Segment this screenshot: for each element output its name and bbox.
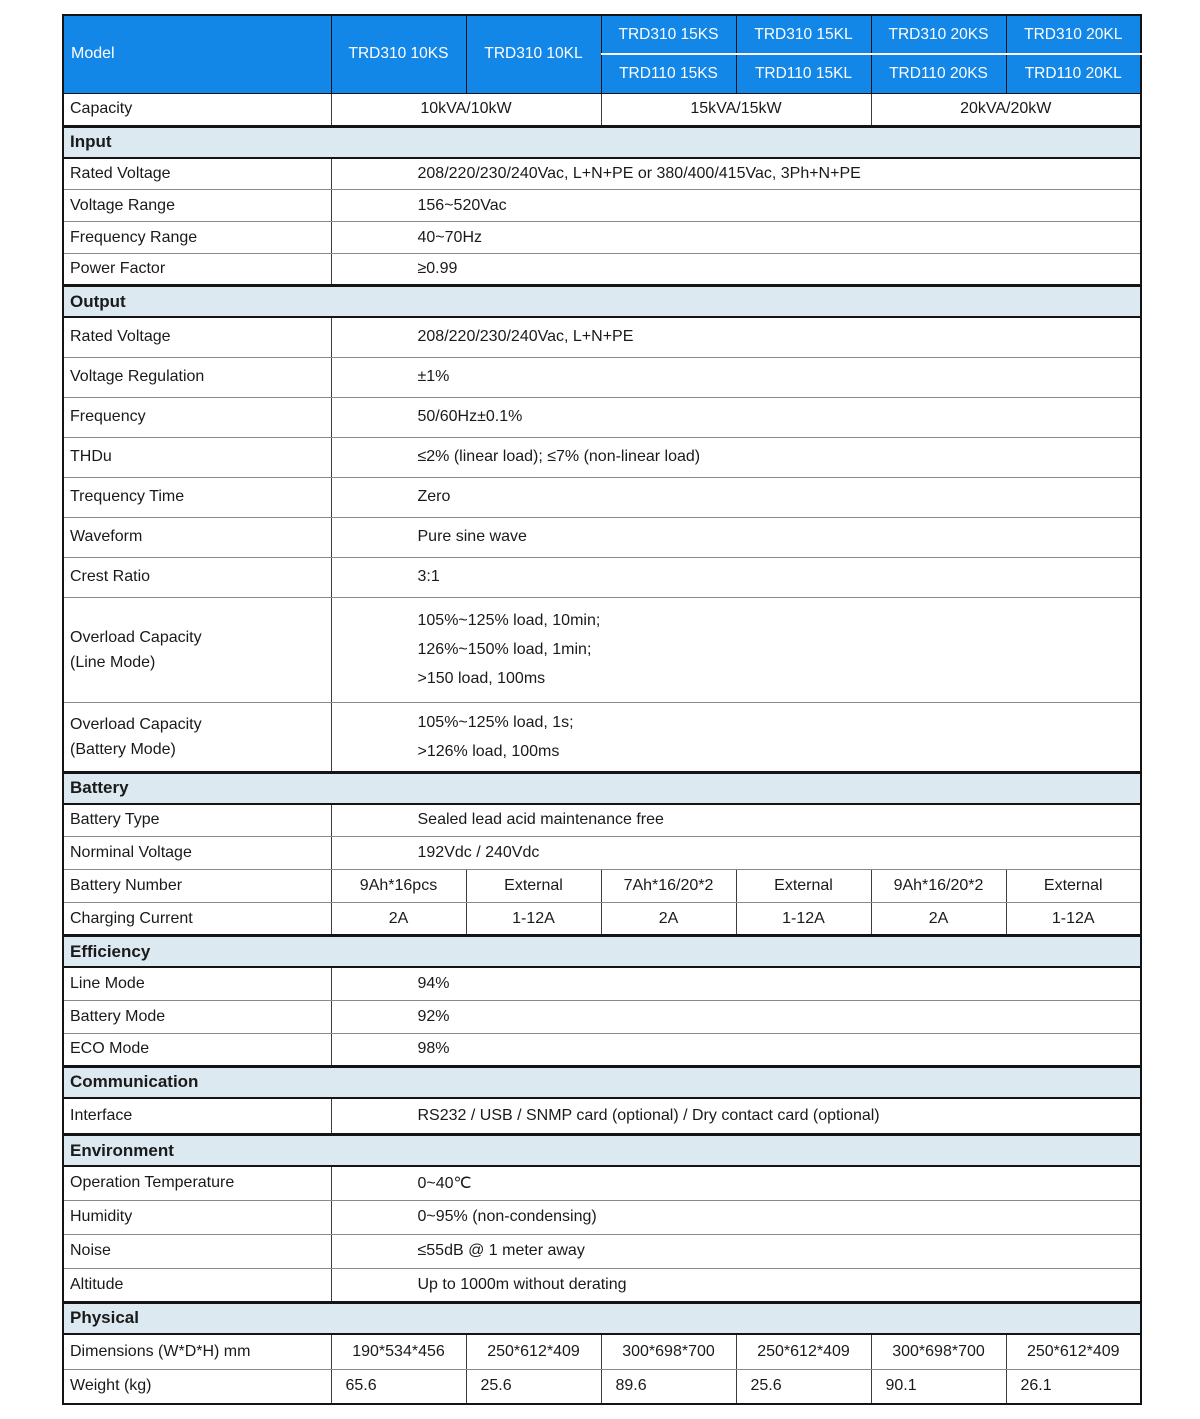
row-value: ≥0.99 — [331, 254, 1141, 286]
row-value: Pure sine wave — [331, 517, 1141, 557]
row-label: Charging Current — [63, 903, 331, 936]
model-name-cell: TRD110 20KL — [1006, 54, 1141, 93]
capacity-value: 15kVA/15kW — [601, 93, 871, 126]
spec-row — [63, 517, 1141, 557]
row-label: Trequency Time — [63, 477, 331, 517]
row-label: Capacity — [63, 93, 331, 126]
row-label: Interface — [63, 1098, 331, 1135]
row-value: 156~520Vac — [331, 190, 1141, 222]
section-title: Battery — [63, 772, 1141, 804]
row-label: Power Factor — [63, 254, 331, 286]
row-value: Sealed lead acid maintenance free — [331, 804, 1141, 837]
row-label: Noise — [63, 1234, 331, 1268]
row-label: ECO Mode — [63, 1033, 331, 1066]
model-name-cell: TRD310 10KL — [466, 15, 601, 93]
spec-row — [63, 357, 1141, 397]
row-label: Norminal Voltage — [63, 837, 331, 870]
row-value — [331, 702, 1141, 772]
spec-row-battery-number — [63, 870, 1141, 903]
capacity-value: 20kVA/20kW — [871, 93, 1141, 126]
row-label — [63, 702, 331, 772]
row-value: 208/220/230/240Vac, L+N+PE or 380/400/415Vac, 3Ph+N+PE — [331, 158, 1141, 190]
model-name-cell: TRD310 20KL — [1006, 15, 1141, 54]
cell-value: 1-12A — [466, 903, 601, 936]
model-name-cell: TRD110 15KS — [601, 54, 736, 93]
row-value: 192Vdc / 240Vdc — [331, 837, 1141, 870]
row-label-line: (Line Mode) — [70, 653, 156, 671]
row-label: Frequency — [63, 397, 331, 437]
row-label: Voltage Regulation — [63, 357, 331, 397]
row-label: Weight (kg) — [63, 1370, 331, 1404]
row-label: Rated Voltage — [63, 158, 331, 190]
row-label: Battery Number — [63, 870, 331, 903]
row-value: ±1% — [331, 357, 1141, 397]
spec-row — [63, 254, 1141, 286]
row-label — [63, 597, 331, 702]
section-title: Physical — [63, 1302, 1141, 1334]
section-title: Input — [63, 126, 1141, 158]
row-value-line: >126% load, 100ms — [417, 742, 560, 760]
row-label-line: Overload Capacity — [70, 628, 202, 646]
spec-row — [63, 1200, 1141, 1234]
row-label: Operation Temperature — [63, 1166, 331, 1200]
cell-value: 25.6 — [466, 1370, 601, 1404]
spec-row-overload-line-mode — [63, 597, 1141, 702]
spec-row — [63, 1268, 1141, 1302]
row-value-line: 105%~125% load, 10min; — [417, 612, 601, 629]
section-header-efficiency — [63, 936, 1141, 968]
row-value: 208/220/230/240Vac, L+N+PE — [331, 317, 1141, 357]
cell-value: 65.6 — [331, 1370, 466, 1404]
spec-row-weight — [63, 1370, 1141, 1404]
model-name-cell: TRD310 15KS — [601, 15, 736, 54]
capacity-row — [63, 93, 1141, 126]
spec-row — [63, 1000, 1141, 1033]
row-value: RS232 / USB / SNMP card (optional) / Dry contact card (optional) — [331, 1098, 1141, 1135]
section-title: Output — [63, 286, 1141, 318]
row-label: Rated Voltage — [63, 317, 331, 357]
section-header-communication — [63, 1066, 1141, 1098]
section-header-battery — [63, 772, 1141, 804]
cell-value: 26.1 — [1006, 1370, 1141, 1404]
row-label-line: (Battery Mode) — [70, 740, 176, 758]
row-label: Altitude — [63, 1268, 331, 1302]
row-value: 92% — [331, 1000, 1141, 1033]
spec-row — [63, 1098, 1141, 1135]
spec-row — [63, 1033, 1141, 1066]
cell-value: 300*698*700 — [871, 1334, 1006, 1370]
model-name-cell: TRD110 15KL — [736, 54, 871, 93]
spec-row-dimensions — [63, 1334, 1141, 1370]
model-name-cell: TRD310 10KS — [331, 15, 466, 93]
model-name-cell: TRD110 20KS — [871, 54, 1006, 93]
spec-row-overload-battery-mode — [63, 702, 1141, 772]
model-name-cell: TRD310 15KL — [736, 15, 871, 54]
row-value: ≤55dB @ 1 meter away — [331, 1234, 1141, 1268]
spec-row — [63, 477, 1141, 517]
row-value-line: 126%~150% load, 1min; — [417, 641, 592, 658]
row-label: Crest Ratio — [63, 557, 331, 597]
cell-value: 7Ah*16/20*2 — [601, 870, 736, 903]
row-value: 50/60Hz±0.1% — [331, 397, 1141, 437]
spec-row — [63, 804, 1141, 837]
spec-row — [63, 967, 1141, 1000]
spec-row — [63, 557, 1141, 597]
cell-value: External — [1006, 870, 1141, 903]
spec-row — [63, 397, 1141, 437]
spec-row — [63, 1166, 1141, 1200]
cell-value: 250*612*409 — [1006, 1334, 1141, 1370]
capacity-value: 10kVA/10kW — [331, 93, 601, 126]
spec-row — [63, 190, 1141, 222]
spec-row — [63, 158, 1141, 190]
row-value: 94% — [331, 967, 1141, 1000]
row-value-line: >150 load, 100ms — [417, 670, 546, 687]
row-value: 3:1 — [331, 557, 1141, 597]
cell-value: 1-12A — [1006, 903, 1141, 936]
cell-value: 250*612*409 — [736, 1334, 871, 1370]
section-title: Efficiency — [63, 936, 1141, 968]
row-label: Frequency Range — [63, 222, 331, 254]
section-header-physical — [63, 1302, 1141, 1334]
section-header-input — [63, 126, 1141, 158]
spec-row — [63, 837, 1141, 870]
section-header-environment — [63, 1135, 1141, 1167]
row-value: 0~95% (non-condensing) — [331, 1200, 1141, 1234]
cell-value: 2A — [601, 903, 736, 936]
row-label: Humidity — [63, 1200, 331, 1234]
cell-value: 9Ah*16pcs — [331, 870, 466, 903]
row-value-line: 105%~125% load, 1s; — [417, 713, 574, 731]
row-label: Voltage Range — [63, 190, 331, 222]
row-label-line: Overload Capacity — [70, 715, 202, 733]
cell-value: 90.1 — [871, 1370, 1006, 1404]
spec-row — [63, 222, 1141, 254]
row-value — [331, 597, 1141, 702]
row-label: Battery Type — [63, 804, 331, 837]
cell-value: 300*698*700 — [601, 1334, 736, 1370]
cell-value: 1-12A — [736, 903, 871, 936]
model-name-cell: TRD310 20KS — [871, 15, 1006, 54]
spec-row — [63, 437, 1141, 477]
cell-value: 89.6 — [601, 1370, 736, 1404]
row-label: THDu — [63, 437, 331, 477]
row-value: 40~70Hz — [331, 222, 1141, 254]
cell-value: 25.6 — [736, 1370, 871, 1404]
spec-row-charging-current — [63, 903, 1141, 936]
row-value: 0~40℃ — [331, 1166, 1141, 1200]
cell-value: External — [736, 870, 871, 903]
cell-value: External — [466, 870, 601, 903]
cell-value: 250*612*409 — [466, 1334, 601, 1370]
row-value: 98% — [331, 1033, 1141, 1066]
model-header-cell: Model — [63, 15, 331, 93]
spec-table — [62, 14, 1142, 1405]
section-title: Communication — [63, 1066, 1141, 1098]
spec-row — [63, 1234, 1141, 1268]
cell-value: 190*534*456 — [331, 1334, 466, 1370]
row-label: Battery Mode — [63, 1000, 331, 1033]
model-header-row-1 — [63, 15, 1141, 54]
spec-row — [63, 317, 1141, 357]
cell-value: 2A — [331, 903, 466, 936]
row-value: Up to 1000m without derating — [331, 1268, 1141, 1302]
cell-value: 2A — [871, 903, 1006, 936]
row-label: Waveform — [63, 517, 331, 557]
section-title: Environment — [63, 1135, 1141, 1167]
row-value: ≤2% (linear load); ≤7% (non-linear load) — [331, 437, 1141, 477]
cell-value: 9Ah*16/20*2 — [871, 870, 1006, 903]
row-value: Zero — [331, 477, 1141, 517]
row-label: Dimensions (W*D*H) mm — [63, 1334, 331, 1370]
row-label: Line Mode — [63, 967, 331, 1000]
section-header-output — [63, 286, 1141, 318]
